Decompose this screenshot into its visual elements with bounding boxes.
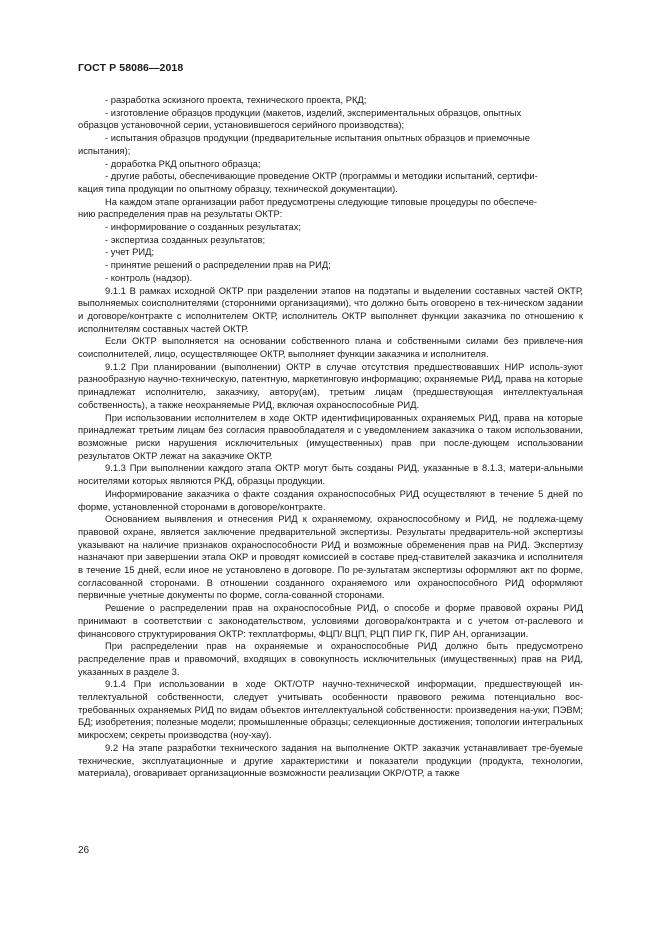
page-number: 26 [78,845,90,856]
paragraph: - разработка эскизного проекта, технического проекта, РКД; [105,94,367,105]
paragraph: - изготовление образцов продукции (макетов, изделий, экспериментальных образцов, опытных [105,106,522,118]
paragraph: - принятие решений о распределении прав на РИД; [105,259,331,271]
paragraph: - испытания образцов продукции (предварительные испытания опытных образцов и приемочные [105,132,530,144]
paragraph: Информирование заказчика о факте создания охраноспособных РИД осуществляют в течение 5 дней по форме, установленной сторонами в договоре/контракте. [78,487,583,512]
paragraph: - информирование о созданных результатах; [105,221,302,233]
document-body [78,94,583,780]
paragraph: 9.1.4 При использовании в ходе ОКТ/ОТР научно-технической информации, предшествующей ин-теллектуальной собственности, следует учитывать особенности правового режима потенциально вос-требованных охраняемых РИД по видам объектов интеллектуальной собственности: произведения на-уки; ПЭВМ; БД; изобретения; полезные модели; промышленные образцы; селекционные достижения; топологии интегральных микросхем; секреты производства (ноу-хау). [78,678,583,741]
paragraph: - другие работы, обеспечивающие проведение ОКТР (программы и методики испытаний, сертифи- [105,170,538,182]
paragraph: - доработка РКД опытного образца; [105,157,261,169]
paragraph: При распределении прав на охраняемые и охраноспособные РИД должно быть предусмотрено распределение прав и правомочий, входящих в совокупность исключительных (имущественных) прав на РИД, указанных в разделе 3. [78,640,583,677]
paragraph: 9.1.2 При планировании (выполнении) ОКТР в случае отсутствия предшествовавших НИР исполь-зуют разнообразную научно-техническую, патентную, маркетинговую информацию; охраняемые РИД, права на которые принадлежат исполнителю, заказчику, автору(ам), третьим лицам (предшествующая интеллектуальная собственность), а также неохраняемые РИД, включая охраноспособные РИД. [78,360,583,410]
paragraph: - учет РИД; [105,246,155,258]
paragraph: испытания); [78,144,131,156]
paragraph: При использовании исполнителем в ходе ОКТР идентифицированных охраняемых РИД, права на которые принадлежат третьим лицам без согласия правообладателя и с уведомлением заказчика о таком использовании, возможные риски нарушения исключительных (имущественных) прав при после-дующем использовании результатов ОКТР лежат на заказчике ОКТР. [78,411,583,461]
paragraph: 9.2 На этапе разработки технического задания на выполнение ОКТР заказчик устанавливает тре-буемые технические, эксплуатационные и другие характеристики и показатели продукции (продукта, технологии, материала), оговаривает организационные возможности реализации ОКР/ОТР, а также [78,741,583,779]
document-header: ГОСТ Р 58086—2018 [78,62,184,74]
paragraph: На каждом этапе организации работ предусмотрены следующие типовые процедуры по обеспече- [105,195,537,207]
paragraph: Решение о распределении прав на охраноспособные РИД, о способе и форме правовой охраны РИД принимают в соответствии с законодательством, условиями договора/контракта и с учетом от-раслевого и финансового структурирования ОКТР: техплатформы, ФЦП/ ВЦП, РЦП ПИР ГК, ПИР АН, организации. [78,602,583,639]
paragraph: 9.1.1 В рамках исходной ОКТР при разделении этапов на подэтапы и выделении составных частей ОКТР, выполняемых соисполнителями (сторонними организациями), что должно быть оговорено в тех-ническом задании и договоре/контракте с исполнителем ОКТР, исполнитель ОКТР выполняет функции заказчика по отношению к исполнителям составных частей ОКТР. [78,284,583,334]
paragraph: - контроль (надзор). [105,271,193,283]
paragraph: - экспертиза созданных результатов; [105,233,266,245]
paragraph: Основанием выявления и отнесения РИД к охраняемому, охраноспособному и РИД, не подлежа-щему правовой охране, является заключение предварительной экспертизы. Результаты предваритель-ной экспертизы указывают на наличие признаков охраноспособности РИД и возможные обременения прав на РИД. Экспертизу назначают при завершении этапа ОКР и проводят комиссией в составе пред-ставителей заказчика и исполнителя в течение 15 дней, если иное не установлено в договоре. По ре-зультатам экспертизы оформляют акт по форме, согласованной сторонами. В отношении созданного охраняемого или охраноспособного РИД оформляют первичные учетные документы по форме, согла-сованной сторонами. [78,513,583,601]
paragraph: 9.1.3 При выполнении каждого этапа ОКТР могут быть созданы РИД, указанные в 8.1.3, матери-альными носителями которых являются РКД, образцы продукции. [78,462,583,487]
paragraph: нию распределения прав на результаты ОКТР: [78,208,283,220]
paragraph: кация типа продукции по опытному образцу, технической документации). [78,182,398,194]
paragraph: образцов установочной серии, установившегося серийного производства); [78,119,405,131]
paragraph: Если ОКТР выполняется на основании собственного плана и собственными силами без привлече-ния соисполнителей, лицо, осуществляющее ОКТР, выполняет функции заказчика и исполнителя. [78,335,583,360]
